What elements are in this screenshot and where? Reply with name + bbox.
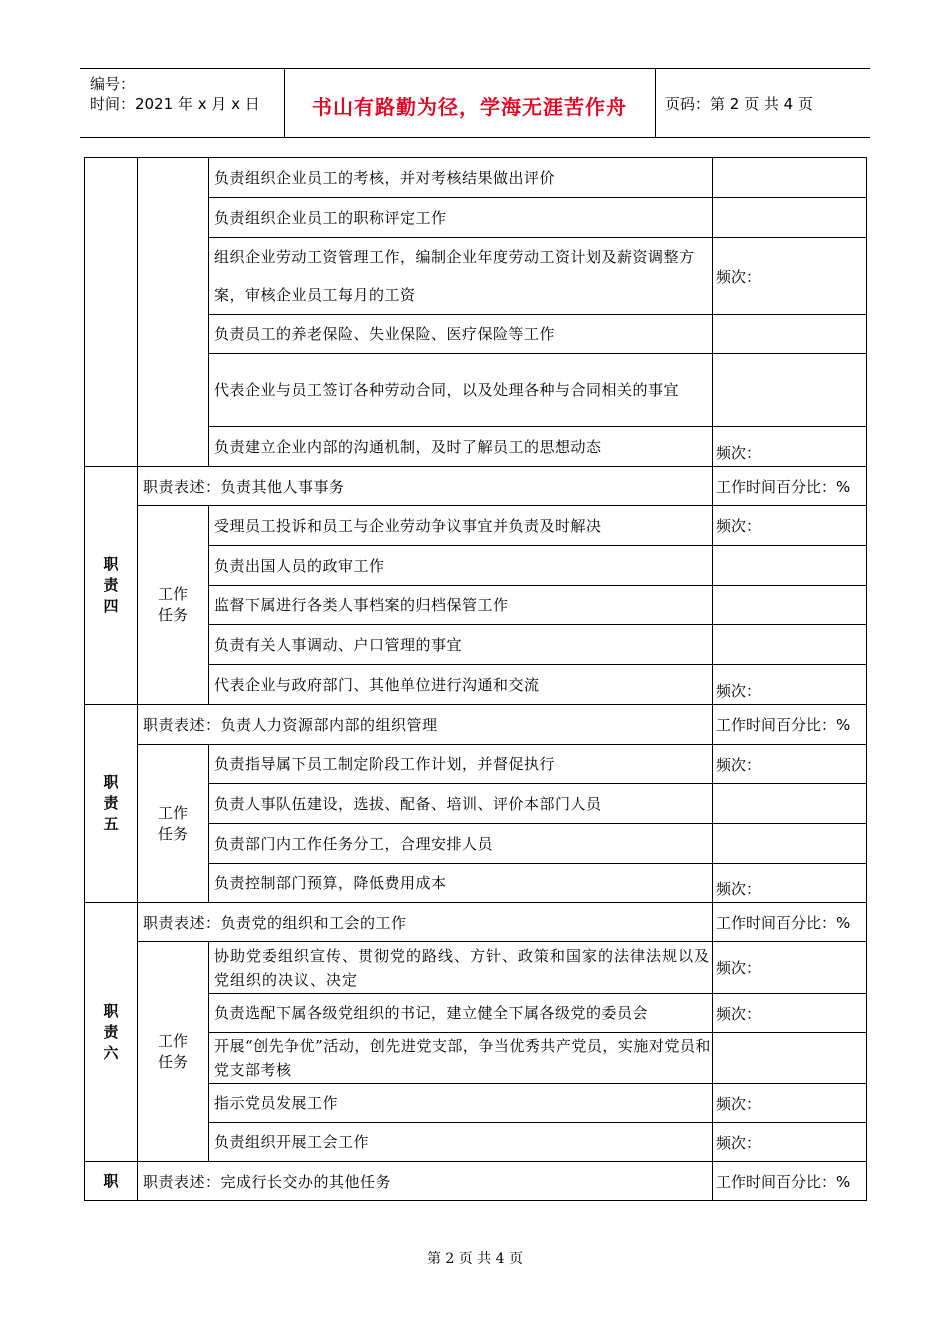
frequency-cell bbox=[713, 354, 867, 427]
table-row bbox=[85, 745, 867, 784]
frequency-cell: 频次： bbox=[713, 994, 867, 1033]
page-footer: 第 2 页 共 4 页 bbox=[426, 1251, 524, 1267]
page-header bbox=[80, 68, 870, 138]
frequency-cell bbox=[713, 315, 867, 354]
time-percent-cell: 工作时间百分比：% bbox=[713, 903, 867, 942]
task-text: 开展“创先争优”活动，创先进党支部，争当优秀共产党员，实施对党员和党支部考核 bbox=[209, 1033, 713, 1084]
duty-seven-label: 职 bbox=[103, 1171, 119, 1190]
frequency-cell bbox=[713, 824, 867, 864]
frequency-cell: 频次： bbox=[713, 427, 867, 467]
duty-six-label: 职责六 bbox=[103, 1001, 119, 1062]
task-text: 负责组织企业员工的职称评定工作 bbox=[209, 198, 713, 238]
task-text: 协助党委组织宣传、贯彻党的路线、方针、政策和国家的法律法规以及党组织的决议、决定 bbox=[209, 942, 713, 994]
task-text: 负责建立企业内部的沟通机制，及时了解员工的思想动态 bbox=[209, 427, 713, 467]
table-row bbox=[85, 942, 867, 994]
task-text: 指示党员发展工作 bbox=[209, 1084, 713, 1123]
frequency-cell: 频次： bbox=[713, 238, 867, 315]
table-row bbox=[85, 506, 867, 546]
duty-label-cell bbox=[85, 1162, 138, 1201]
frequency-cell: 频次： bbox=[713, 1084, 867, 1123]
frequency-cell bbox=[713, 586, 867, 625]
duty-description: 职责表述：完成行长交办的其他任务 bbox=[138, 1162, 713, 1201]
table-row bbox=[85, 705, 867, 745]
work-task-label: 工作任务 bbox=[157, 803, 188, 843]
header-meta bbox=[80, 69, 285, 137]
task-text: 代表企业与员工签订各种劳动合同，以及处理各种与合同相关的事宜 bbox=[209, 354, 713, 427]
duty-label-cell bbox=[85, 705, 138, 903]
duty-description: 职责表述：负责其他人事事务 bbox=[138, 467, 713, 506]
frequency-cell: 频次： bbox=[713, 665, 867, 705]
frequency-cell: 频次： bbox=[713, 864, 867, 903]
duty-label-cell bbox=[85, 158, 138, 467]
table-row bbox=[85, 158, 867, 198]
table-row bbox=[85, 903, 867, 942]
table-row bbox=[85, 1162, 867, 1201]
task-text: 负责员工的养老保险、失业保险、医疗保险等工作 bbox=[209, 315, 713, 354]
time-percent-cell: 工作时间百分比：% bbox=[713, 467, 867, 506]
sub-label-cell bbox=[138, 158, 209, 467]
duty-description: 职责表述：负责人力资源部内部的组织管理 bbox=[138, 705, 713, 745]
duty-table bbox=[84, 157, 867, 1201]
time-percent-cell: 工作时间百分比：% bbox=[713, 705, 867, 745]
task-text: 负责选配下属各级党组织的书记，建立健全下属各级党的委员会 bbox=[209, 994, 713, 1033]
document-date: 时间：2021 年 x 月 x 日 bbox=[90, 95, 260, 113]
task-text: 负责有关人事调动、户口管理的事宜 bbox=[209, 625, 713, 665]
frequency-cell: 频次： bbox=[713, 506, 867, 546]
frequency-cell bbox=[713, 784, 867, 824]
sub-label-cell bbox=[138, 942, 209, 1162]
task-text: 负责部门内工作任务分工，合理安排人员 bbox=[209, 824, 713, 864]
task-text: 监督下属进行各类人事档案的归档保管工作 bbox=[209, 586, 713, 625]
work-task-label: 工作任务 bbox=[157, 585, 188, 624]
frequency-cell bbox=[713, 546, 867, 586]
task-text: 负责组织开展工会工作 bbox=[209, 1123, 713, 1162]
frequency-cell bbox=[713, 198, 867, 238]
task-text: 负责控制部门预算，降低费用成本 bbox=[209, 864, 713, 903]
time-percent-cell: 工作时间百分比：% bbox=[713, 1162, 867, 1201]
frequency-cell bbox=[713, 1033, 867, 1084]
work-task-label: 工作任务 bbox=[157, 1031, 188, 1071]
task-text: 负责出国人员的政审工作 bbox=[209, 546, 713, 586]
duty-five-label: 职责五 bbox=[103, 773, 119, 833]
task-text: 负责指导属下员工制定阶段工作计划，并督促执行 bbox=[209, 745, 713, 784]
task-text: 受理员工投诉和员工与企业劳动争议事宜并负责及时解决 bbox=[209, 506, 713, 546]
frequency-cell: 频次： bbox=[713, 942, 867, 994]
table-row bbox=[85, 467, 867, 506]
duty-four-label: 职责四 bbox=[103, 555, 119, 615]
task-text: 组织企业劳动工资管理工作，编制企业年度劳动工资计划及薪资调整方案，审核企业员工每月的工资 bbox=[209, 238, 713, 315]
document-number-label: 编号： bbox=[90, 75, 136, 93]
duty-label-cell bbox=[85, 467, 138, 705]
frequency-cell: 频次： bbox=[713, 745, 867, 784]
duty-description: 职责表述：负责党的组织和工会的工作 bbox=[138, 903, 713, 942]
page-info: 页码：第 2 页 共 4 页 bbox=[665, 95, 813, 113]
frequency-cell bbox=[713, 625, 867, 665]
header-page-cell bbox=[655, 69, 870, 137]
task-text: 负责组织企业员工的考核，并对考核结果做出评价 bbox=[209, 158, 713, 198]
duty-label-cell bbox=[85, 903, 138, 1162]
task-text: 负责人事队伍建设，选拔、配备、培训、评价本部门人员 bbox=[209, 784, 713, 824]
frequency-cell bbox=[713, 158, 867, 198]
frequency-cell: 频次： bbox=[713, 1123, 867, 1162]
motto-text: 书山有路勤为径，学海无涯苦作舟 bbox=[312, 95, 627, 119]
task-text: 代表企业与政府部门、其他单位进行沟通和交流 bbox=[209, 665, 713, 705]
header-motto-cell bbox=[284, 69, 656, 137]
sub-label-cell bbox=[138, 506, 209, 705]
sub-label-cell bbox=[138, 745, 209, 903]
